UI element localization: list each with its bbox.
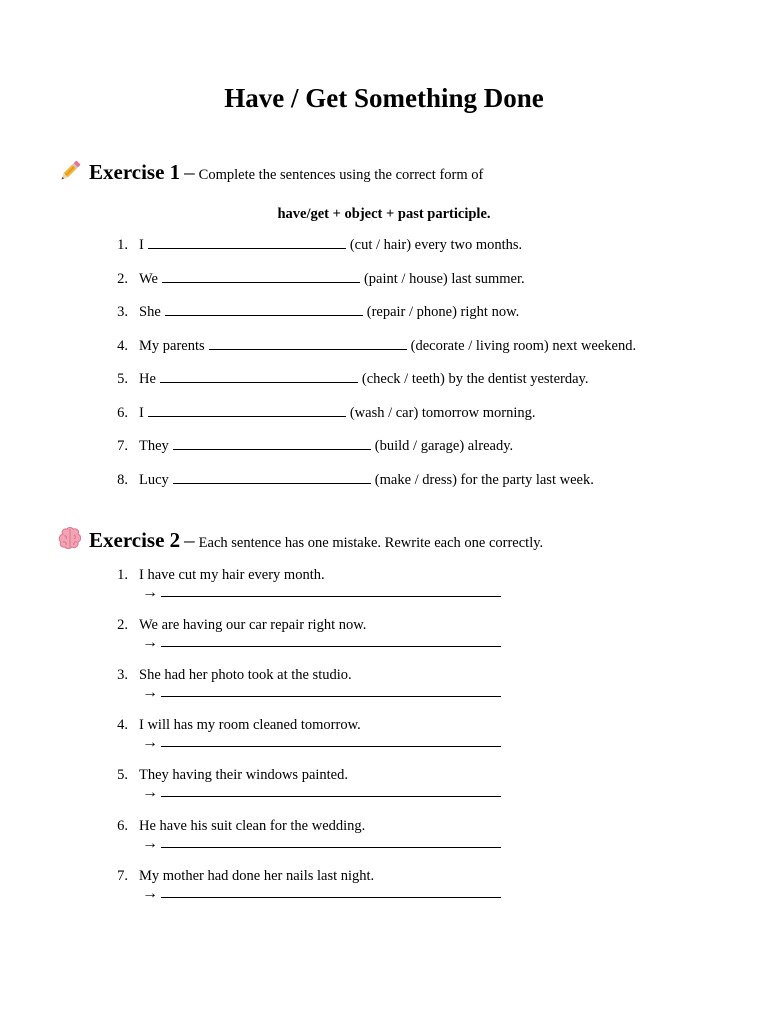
rewrite-answer-line[interactable] — [161, 833, 501, 848]
exercise-1-heading — [57, 158, 483, 189]
fill-in-blank[interactable] — [165, 301, 363, 316]
item-subject: She — [139, 304, 161, 320]
arrow-icon: → — [142, 634, 158, 651]
fill-in-blank[interactable] — [148, 402, 346, 417]
item-number: 6 . — [114, 816, 128, 836]
exercise-2-title: Exercise 2 — [89, 528, 181, 552]
item-number: 4 . — [114, 335, 128, 357]
incorrect-sentence: I have cut my hair every month. — [139, 567, 325, 583]
item-number: 7 . — [114, 435, 128, 457]
item-prompt: (check / teeth) by the dentist yesterday. — [361, 371, 589, 387]
item-number: 2 . — [114, 268, 128, 290]
exercise-1-dash: – — [184, 160, 195, 184]
fill-in-blank[interactable] — [162, 268, 360, 283]
item-prompt: (make / dress) for the party last week. — [374, 472, 594, 488]
fill-in-blank[interactable] — [148, 234, 346, 249]
incorrect-sentence: She had her photo took at the studio. — [139, 667, 352, 683]
fill-in-blank[interactable] — [160, 368, 358, 383]
item-prompt: (cut / hair) every two months. — [349, 237, 523, 253]
exercise-1-formula: have/get + object + past participle. — [277, 206, 491, 222]
rewrite-answer-line[interactable] — [161, 732, 501, 747]
item-subject: He — [139, 371, 156, 387]
item-number: 3 . — [114, 301, 128, 323]
rewrite-answer-line[interactable] — [161, 632, 501, 647]
incorrect-sentence: My mother had done her nails last night. — [139, 868, 375, 884]
item-prompt: (decorate / living room) next weekend. — [410, 338, 637, 354]
pencil-icon — [57, 158, 83, 184]
item-number: 3 . — [114, 665, 128, 685]
rewrite-answer-line[interactable] — [161, 582, 501, 597]
item-number: 5 . — [114, 765, 128, 785]
rewrite-answer-line[interactable] — [161, 883, 501, 898]
arrow-icon: → — [142, 734, 158, 751]
item-prompt: (wash / car) tomorrow morning. — [349, 405, 536, 421]
arrow-icon: → — [142, 885, 158, 902]
exercise-1-instruction: Complete the sentences using the correct form of — [198, 167, 484, 183]
item-subject: We — [139, 271, 158, 287]
item-number: 6 . — [114, 402, 128, 424]
item-number: 7 . — [114, 866, 128, 886]
exercise-2-dash: – — [184, 528, 195, 552]
item-prompt: (build / garage) already. — [374, 438, 514, 454]
fill-in-blank[interactable] — [209, 335, 407, 350]
incorrect-sentence: He have his suit clean for the wedding. — [139, 818, 366, 834]
item-number: 1 . — [114, 234, 128, 256]
arrow-icon: → — [142, 835, 158, 852]
arrow-icon: → — [142, 784, 158, 801]
rewrite-answer-line[interactable] — [161, 682, 501, 697]
page-title: Have / Get Something Done — [224, 83, 544, 113]
item-subject: Lucy — [139, 472, 169, 488]
exercise-2-heading — [57, 526, 543, 557]
item-number: 5 . — [114, 368, 128, 390]
fill-in-blank[interactable] — [173, 435, 371, 450]
item-number: 8 . — [114, 469, 128, 491]
item-prompt: (repair / phone) right now. — [366, 304, 520, 320]
item-subject: They — [139, 438, 169, 454]
fill-in-blank[interactable] — [173, 469, 371, 484]
rewrite-answer-line[interactable] — [161, 782, 501, 797]
item-subject: I — [139, 405, 144, 421]
item-number: 4 . — [114, 715, 128, 735]
item-prompt: (paint / house) last summer. — [363, 271, 525, 287]
incorrect-sentence: I will has my room cleaned tomorrow. — [139, 717, 361, 733]
incorrect-sentence: They having their windows painted. — [139, 767, 348, 783]
incorrect-sentence: We are having our car repair right now. — [139, 617, 367, 633]
arrow-icon: → — [142, 684, 158, 701]
arrow-icon: → — [142, 584, 158, 601]
item-number: 2 . — [114, 615, 128, 635]
brain-icon — [57, 526, 83, 552]
exercise-1-title: Exercise 1 — [89, 160, 181, 184]
item-number: 1 . — [114, 565, 128, 585]
item-subject: My parents — [139, 338, 205, 354]
exercise-2-instruction: Each sentence has one mistake. Rewrite each one correctly. — [198, 535, 544, 551]
item-subject: I — [139, 237, 144, 253]
